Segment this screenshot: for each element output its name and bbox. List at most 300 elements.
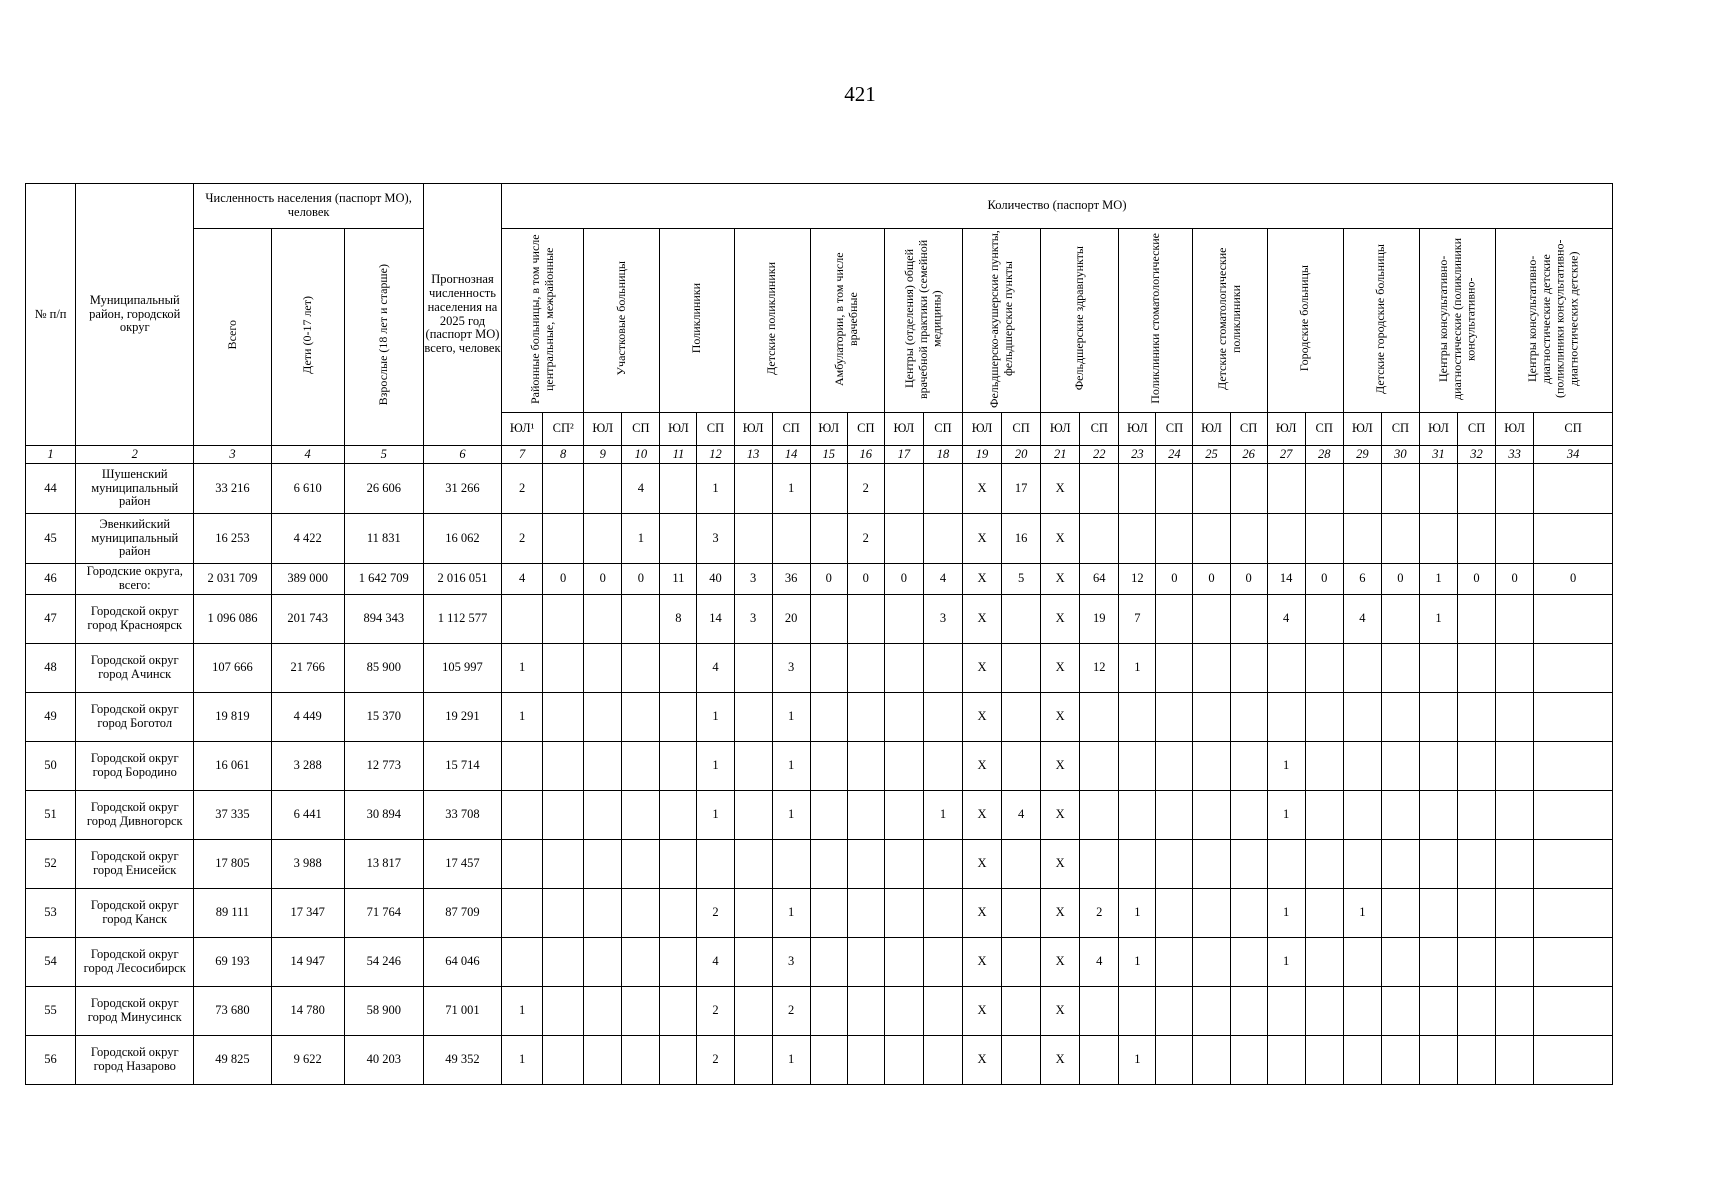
category-header: Центры консультативно-диагностические детские (поликлиники консультативно-диагностических детские) xyxy=(1496,229,1613,413)
count-cell xyxy=(923,889,962,938)
count-cell xyxy=(1230,791,1267,840)
count-cell: 3 xyxy=(923,595,962,644)
category-header: Участковые больницы xyxy=(584,229,660,413)
category-header: Поликлиники стоматологические xyxy=(1119,229,1193,413)
count-cell xyxy=(810,464,847,514)
count-cell xyxy=(1534,938,1613,987)
sub-header-cell: ЮЛ xyxy=(1041,413,1080,446)
count-cell: 17 xyxy=(1002,464,1041,514)
count-cell xyxy=(734,938,772,987)
count-cell xyxy=(1458,1036,1496,1085)
row-total: 1 096 086 xyxy=(194,595,271,644)
count-cell: 0 xyxy=(1193,564,1230,595)
row-children: 17 347 xyxy=(271,889,344,938)
count-cell xyxy=(1419,791,1457,840)
count-cell xyxy=(543,514,584,564)
count-cell: X xyxy=(963,644,1002,693)
count-cell xyxy=(1381,791,1419,840)
row-forecast: 16 062 xyxy=(423,514,501,564)
count-cell: X xyxy=(963,791,1002,840)
row-adults: 85 900 xyxy=(344,644,423,693)
sub-header-cell: ЮЛ xyxy=(810,413,847,446)
count-cell xyxy=(1381,987,1419,1036)
count-cell: 0 xyxy=(543,564,584,595)
count-cell xyxy=(1305,464,1343,514)
count-cell: 0 xyxy=(847,564,884,595)
count-cell xyxy=(734,514,772,564)
count-cell xyxy=(1002,840,1041,889)
count-cell xyxy=(1305,987,1343,1036)
row-children: 4 422 xyxy=(271,514,344,564)
row-num: 52 xyxy=(26,840,76,889)
count-cell xyxy=(1156,889,1193,938)
count-cell xyxy=(1193,595,1230,644)
count-cell xyxy=(1080,1036,1119,1085)
count-cell xyxy=(1343,791,1381,840)
count-cell: 2 xyxy=(847,464,884,514)
count-cell xyxy=(543,987,584,1036)
count-cell xyxy=(772,514,810,564)
count-cell: X xyxy=(1041,464,1080,514)
column-number: 34 xyxy=(1534,446,1613,464)
sub-header-cell: СП xyxy=(772,413,810,446)
count-cell xyxy=(1193,791,1230,840)
count-cell xyxy=(622,938,660,987)
count-cell xyxy=(884,742,923,791)
count-cell xyxy=(734,742,772,791)
row-total: 49 825 xyxy=(194,1036,271,1085)
sub-header-cell: ЮЛ xyxy=(1267,413,1305,446)
sub-header-cell: ЮЛ xyxy=(1119,413,1156,446)
count-cell: 2 xyxy=(697,987,734,1036)
count-cell: X xyxy=(1041,742,1080,791)
count-cell xyxy=(734,889,772,938)
row-total: 107 666 xyxy=(194,644,271,693)
count-cell xyxy=(884,938,923,987)
count-cell xyxy=(1381,1036,1419,1085)
count-cell xyxy=(1343,840,1381,889)
count-cell: X xyxy=(1041,938,1080,987)
count-cell xyxy=(1193,987,1230,1036)
row-adults: 54 246 xyxy=(344,938,423,987)
count-cell: 4 xyxy=(502,564,543,595)
column-number: 18 xyxy=(923,446,962,464)
count-cell xyxy=(660,840,697,889)
sub-header-cell: СП xyxy=(1534,413,1613,446)
count-cell xyxy=(1193,644,1230,693)
count-cell: 5 xyxy=(1002,564,1041,595)
count-cell xyxy=(734,693,772,742)
count-cell xyxy=(810,644,847,693)
count-cell xyxy=(1156,987,1193,1036)
count-cell: 40 xyxy=(697,564,734,595)
row-name: Городской округ город Ачинск xyxy=(76,644,194,693)
count-cell xyxy=(1193,1036,1230,1085)
count-cell xyxy=(1230,889,1267,938)
column-number: 1 xyxy=(26,446,76,464)
count-cell xyxy=(884,464,923,514)
count-cell xyxy=(1496,1036,1534,1085)
count-cell xyxy=(543,1036,584,1085)
count-cell xyxy=(1193,938,1230,987)
count-cell xyxy=(1193,742,1230,791)
column-number: 2 xyxy=(76,446,194,464)
sub-header-cell: СП xyxy=(1002,413,1041,446)
table-row xyxy=(26,840,1613,889)
row-num: 47 xyxy=(26,595,76,644)
count-cell xyxy=(660,791,697,840)
count-cell xyxy=(884,595,923,644)
count-cell xyxy=(1496,889,1534,938)
count-cell xyxy=(660,514,697,564)
count-cell xyxy=(884,840,923,889)
row-num: 44 xyxy=(26,464,76,514)
row-num: 48 xyxy=(26,644,76,693)
count-cell xyxy=(1419,889,1457,938)
table-row xyxy=(26,595,1613,644)
count-cell: 4 xyxy=(697,938,734,987)
sub-header-cell: ЮЛ xyxy=(963,413,1002,446)
count-cell: 1 xyxy=(697,464,734,514)
category-header: Детские стоматологические поликлиники xyxy=(1193,229,1267,413)
count-cell: 0 xyxy=(1496,564,1534,595)
table-row xyxy=(26,464,1613,514)
column-number: 6 xyxy=(423,446,501,464)
count-cell xyxy=(734,464,772,514)
sub-header-cell: ЮЛ xyxy=(734,413,772,446)
row-forecast: 1 112 577 xyxy=(423,595,501,644)
row-forecast: 31 266 xyxy=(423,464,501,514)
count-cell xyxy=(584,840,622,889)
row-name: Городской округ город Бородино xyxy=(76,742,194,791)
col-header-adults: Взрослые (18 лет и старше) xyxy=(344,229,423,446)
count-cell xyxy=(584,644,622,693)
count-cell xyxy=(1193,693,1230,742)
category-header: Детские поликлиники xyxy=(734,229,810,413)
count-cell xyxy=(734,791,772,840)
count-cell: 1 xyxy=(772,693,810,742)
count-cell xyxy=(1267,693,1305,742)
count-cell xyxy=(1381,464,1419,514)
count-cell xyxy=(847,840,884,889)
count-cell xyxy=(1119,840,1156,889)
count-cell xyxy=(1381,514,1419,564)
count-cell xyxy=(1534,987,1613,1036)
count-cell xyxy=(847,644,884,693)
count-cell xyxy=(660,938,697,987)
col-header-forecast: Прогнозная численность населения на 2025 год (паспорт МО) всего, человек xyxy=(423,184,501,446)
count-cell: X xyxy=(963,938,1002,987)
count-cell: 4 xyxy=(1080,938,1119,987)
count-cell xyxy=(810,595,847,644)
count-cell: 1 xyxy=(772,464,810,514)
count-cell xyxy=(1002,693,1041,742)
count-cell xyxy=(734,987,772,1036)
count-cell xyxy=(1267,987,1305,1036)
row-forecast: 17 457 xyxy=(423,840,501,889)
count-cell xyxy=(622,840,660,889)
count-cell xyxy=(502,938,543,987)
count-cell: 1 xyxy=(772,889,810,938)
count-cell: 1 xyxy=(697,791,734,840)
count-cell xyxy=(810,889,847,938)
sub-header-cell: СП xyxy=(1080,413,1119,446)
count-cell xyxy=(1002,742,1041,791)
count-cell: 2 xyxy=(697,889,734,938)
count-cell xyxy=(1080,514,1119,564)
row-num: 51 xyxy=(26,791,76,840)
row-children: 6 610 xyxy=(271,464,344,514)
count-cell xyxy=(923,840,962,889)
count-cell xyxy=(660,644,697,693)
count-cell: 0 xyxy=(1305,564,1343,595)
category-header: Фельдшерско-акушерские пункты, фельдшерские пункты xyxy=(963,229,1041,413)
column-number: 20 xyxy=(1002,446,1041,464)
count-cell xyxy=(1080,464,1119,514)
count-cell xyxy=(1267,840,1305,889)
column-number: 33 xyxy=(1496,446,1534,464)
column-number: 26 xyxy=(1230,446,1267,464)
count-cell xyxy=(923,693,962,742)
col-header-name: Муниципальный район, городской округ xyxy=(76,184,194,446)
count-cell xyxy=(543,938,584,987)
count-cell xyxy=(502,742,543,791)
count-cell xyxy=(1534,840,1613,889)
count-cell xyxy=(1343,514,1381,564)
count-cell: X xyxy=(963,564,1002,595)
count-cell xyxy=(1381,889,1419,938)
count-cell: 36 xyxy=(772,564,810,595)
count-cell: 8 xyxy=(660,595,697,644)
count-cell xyxy=(584,742,622,791)
row-total: 33 216 xyxy=(194,464,271,514)
row-total: 2 031 709 xyxy=(194,564,271,595)
count-cell: 1 xyxy=(923,791,962,840)
count-cell: 3 xyxy=(697,514,734,564)
count-cell xyxy=(1496,987,1534,1036)
count-cell xyxy=(1002,889,1041,938)
count-cell: X xyxy=(1041,1036,1080,1085)
count-cell: 19 xyxy=(1080,595,1119,644)
count-cell xyxy=(810,1036,847,1085)
count-cell: 16 xyxy=(1002,514,1041,564)
count-cell xyxy=(884,987,923,1036)
column-number: 13 xyxy=(734,446,772,464)
count-cell: X xyxy=(1041,840,1080,889)
count-cell xyxy=(502,840,543,889)
count-cell: 1 xyxy=(502,693,543,742)
count-cell xyxy=(1193,514,1230,564)
row-num: 54 xyxy=(26,938,76,987)
count-cell xyxy=(584,514,622,564)
row-name: Городской округ город Канск xyxy=(76,889,194,938)
count-cell xyxy=(1230,840,1267,889)
count-cell: 4 xyxy=(923,564,962,595)
count-cell xyxy=(1267,464,1305,514)
count-cell xyxy=(847,693,884,742)
count-cell xyxy=(810,840,847,889)
row-adults: 11 831 xyxy=(344,514,423,564)
row-total: 69 193 xyxy=(194,938,271,987)
count-cell xyxy=(1458,987,1496,1036)
count-cell: 1 xyxy=(1267,889,1305,938)
count-cell xyxy=(543,742,584,791)
row-forecast: 2 016 051 xyxy=(423,564,501,595)
count-cell: X xyxy=(1041,595,1080,644)
count-cell xyxy=(1534,514,1613,564)
count-cell: 0 xyxy=(810,564,847,595)
category-header: Районные больницы, в том числе центральные, межрайонные xyxy=(502,229,584,413)
count-cell xyxy=(923,938,962,987)
sub-header-cell: ЮЛ xyxy=(1193,413,1230,446)
count-cell xyxy=(847,1036,884,1085)
count-cell xyxy=(1305,840,1343,889)
count-cell xyxy=(734,644,772,693)
count-cell xyxy=(1534,644,1613,693)
count-cell xyxy=(1419,1036,1457,1085)
count-cell xyxy=(1458,840,1496,889)
count-cell xyxy=(1230,938,1267,987)
row-forecast: 105 997 xyxy=(423,644,501,693)
table-row xyxy=(26,514,1613,564)
count-cell xyxy=(1230,693,1267,742)
row-total: 16 253 xyxy=(194,514,271,564)
sub-header-cell: СП xyxy=(1458,413,1496,446)
row-total: 89 111 xyxy=(194,889,271,938)
count-cell xyxy=(1305,693,1343,742)
sub-header-cell: ЮЛ xyxy=(1343,413,1381,446)
count-cell xyxy=(1119,514,1156,564)
count-cell xyxy=(1343,1036,1381,1085)
count-cell xyxy=(1534,742,1613,791)
count-cell xyxy=(1230,644,1267,693)
count-cell xyxy=(622,644,660,693)
count-cell xyxy=(810,514,847,564)
row-forecast: 19 291 xyxy=(423,693,501,742)
sub-header-cell: СП xyxy=(1305,413,1343,446)
count-cell xyxy=(1496,840,1534,889)
count-cell: 2 xyxy=(697,1036,734,1085)
row-adults: 12 773 xyxy=(344,742,423,791)
row-name: Шушенский муниципальный район xyxy=(76,464,194,514)
count-cell xyxy=(884,1036,923,1085)
count-cell: 1 xyxy=(622,514,660,564)
column-number: 3 xyxy=(194,446,271,464)
row-total: 73 680 xyxy=(194,987,271,1036)
count-cell: 14 xyxy=(1267,564,1305,595)
count-cell: 12 xyxy=(1080,644,1119,693)
count-cell xyxy=(1458,889,1496,938)
count-cell: X xyxy=(963,840,1002,889)
count-cell: 1 xyxy=(772,1036,810,1085)
count-cell xyxy=(1534,693,1613,742)
row-children: 3 288 xyxy=(271,742,344,791)
col-header-count: Количество (паспорт МО) xyxy=(502,184,1613,229)
count-cell xyxy=(1381,693,1419,742)
count-cell: 1 xyxy=(1119,1036,1156,1085)
count-cell xyxy=(1119,742,1156,791)
count-cell: 1 xyxy=(1419,564,1457,595)
count-cell: 1 xyxy=(1119,938,1156,987)
count-cell xyxy=(1496,464,1534,514)
count-cell xyxy=(1419,464,1457,514)
count-cell xyxy=(1305,514,1343,564)
count-cell xyxy=(1156,1036,1193,1085)
count-cell xyxy=(502,791,543,840)
count-cell xyxy=(1002,1036,1041,1085)
count-cell xyxy=(622,987,660,1036)
count-cell xyxy=(1267,644,1305,693)
count-cell: 3 xyxy=(772,644,810,693)
count-cell: 20 xyxy=(772,595,810,644)
row-name: Городской округ город Енисейск xyxy=(76,840,194,889)
count-cell xyxy=(1458,791,1496,840)
table-row xyxy=(26,791,1613,840)
count-cell: 4 xyxy=(1002,791,1041,840)
row-forecast: 49 352 xyxy=(423,1036,501,1085)
count-cell xyxy=(1534,595,1613,644)
count-cell xyxy=(1230,742,1267,791)
count-cell: 0 xyxy=(884,564,923,595)
row-children: 3 988 xyxy=(271,840,344,889)
count-cell: 0 xyxy=(1156,564,1193,595)
count-cell xyxy=(1119,464,1156,514)
column-number: 16 xyxy=(847,446,884,464)
count-cell: 64 xyxy=(1080,564,1119,595)
row-forecast: 71 001 xyxy=(423,987,501,1036)
row-adults: 13 817 xyxy=(344,840,423,889)
page-number: 421 xyxy=(844,82,876,106)
count-cell: X xyxy=(1041,644,1080,693)
category-header: Фельдшерские здравпункты xyxy=(1041,229,1119,413)
count-cell xyxy=(734,840,772,889)
count-cell xyxy=(543,464,584,514)
row-name: Городской округ город Минусинск xyxy=(76,987,194,1036)
count-cell xyxy=(810,987,847,1036)
count-cell xyxy=(1193,840,1230,889)
count-cell xyxy=(1496,742,1534,791)
count-cell: 1 xyxy=(502,987,543,1036)
column-number: 28 xyxy=(1305,446,1343,464)
count-cell: 1 xyxy=(1267,938,1305,987)
count-cell xyxy=(1305,791,1343,840)
count-cell xyxy=(1381,742,1419,791)
count-cell: 0 xyxy=(584,564,622,595)
count-cell: 14 xyxy=(697,595,734,644)
category-header: Городские больницы xyxy=(1267,229,1343,413)
count-cell: X xyxy=(1041,564,1080,595)
count-cell xyxy=(1381,595,1419,644)
count-cell xyxy=(1119,693,1156,742)
count-cell: 1 xyxy=(772,742,810,791)
row-num: 49 xyxy=(26,693,76,742)
count-cell xyxy=(1458,742,1496,791)
table-row xyxy=(26,693,1613,742)
count-cell xyxy=(543,840,584,889)
count-cell xyxy=(1156,693,1193,742)
count-cell xyxy=(884,644,923,693)
count-cell xyxy=(1156,644,1193,693)
count-cell: 2 xyxy=(502,514,543,564)
category-header: Центры консультативно-диагностические (поликлиники консультативно- xyxy=(1419,229,1495,413)
count-cell xyxy=(847,791,884,840)
count-cell xyxy=(923,514,962,564)
count-cell xyxy=(502,595,543,644)
count-cell xyxy=(1002,987,1041,1036)
count-cell xyxy=(584,464,622,514)
count-cell xyxy=(1305,938,1343,987)
sub-header-cell: СП xyxy=(697,413,734,446)
